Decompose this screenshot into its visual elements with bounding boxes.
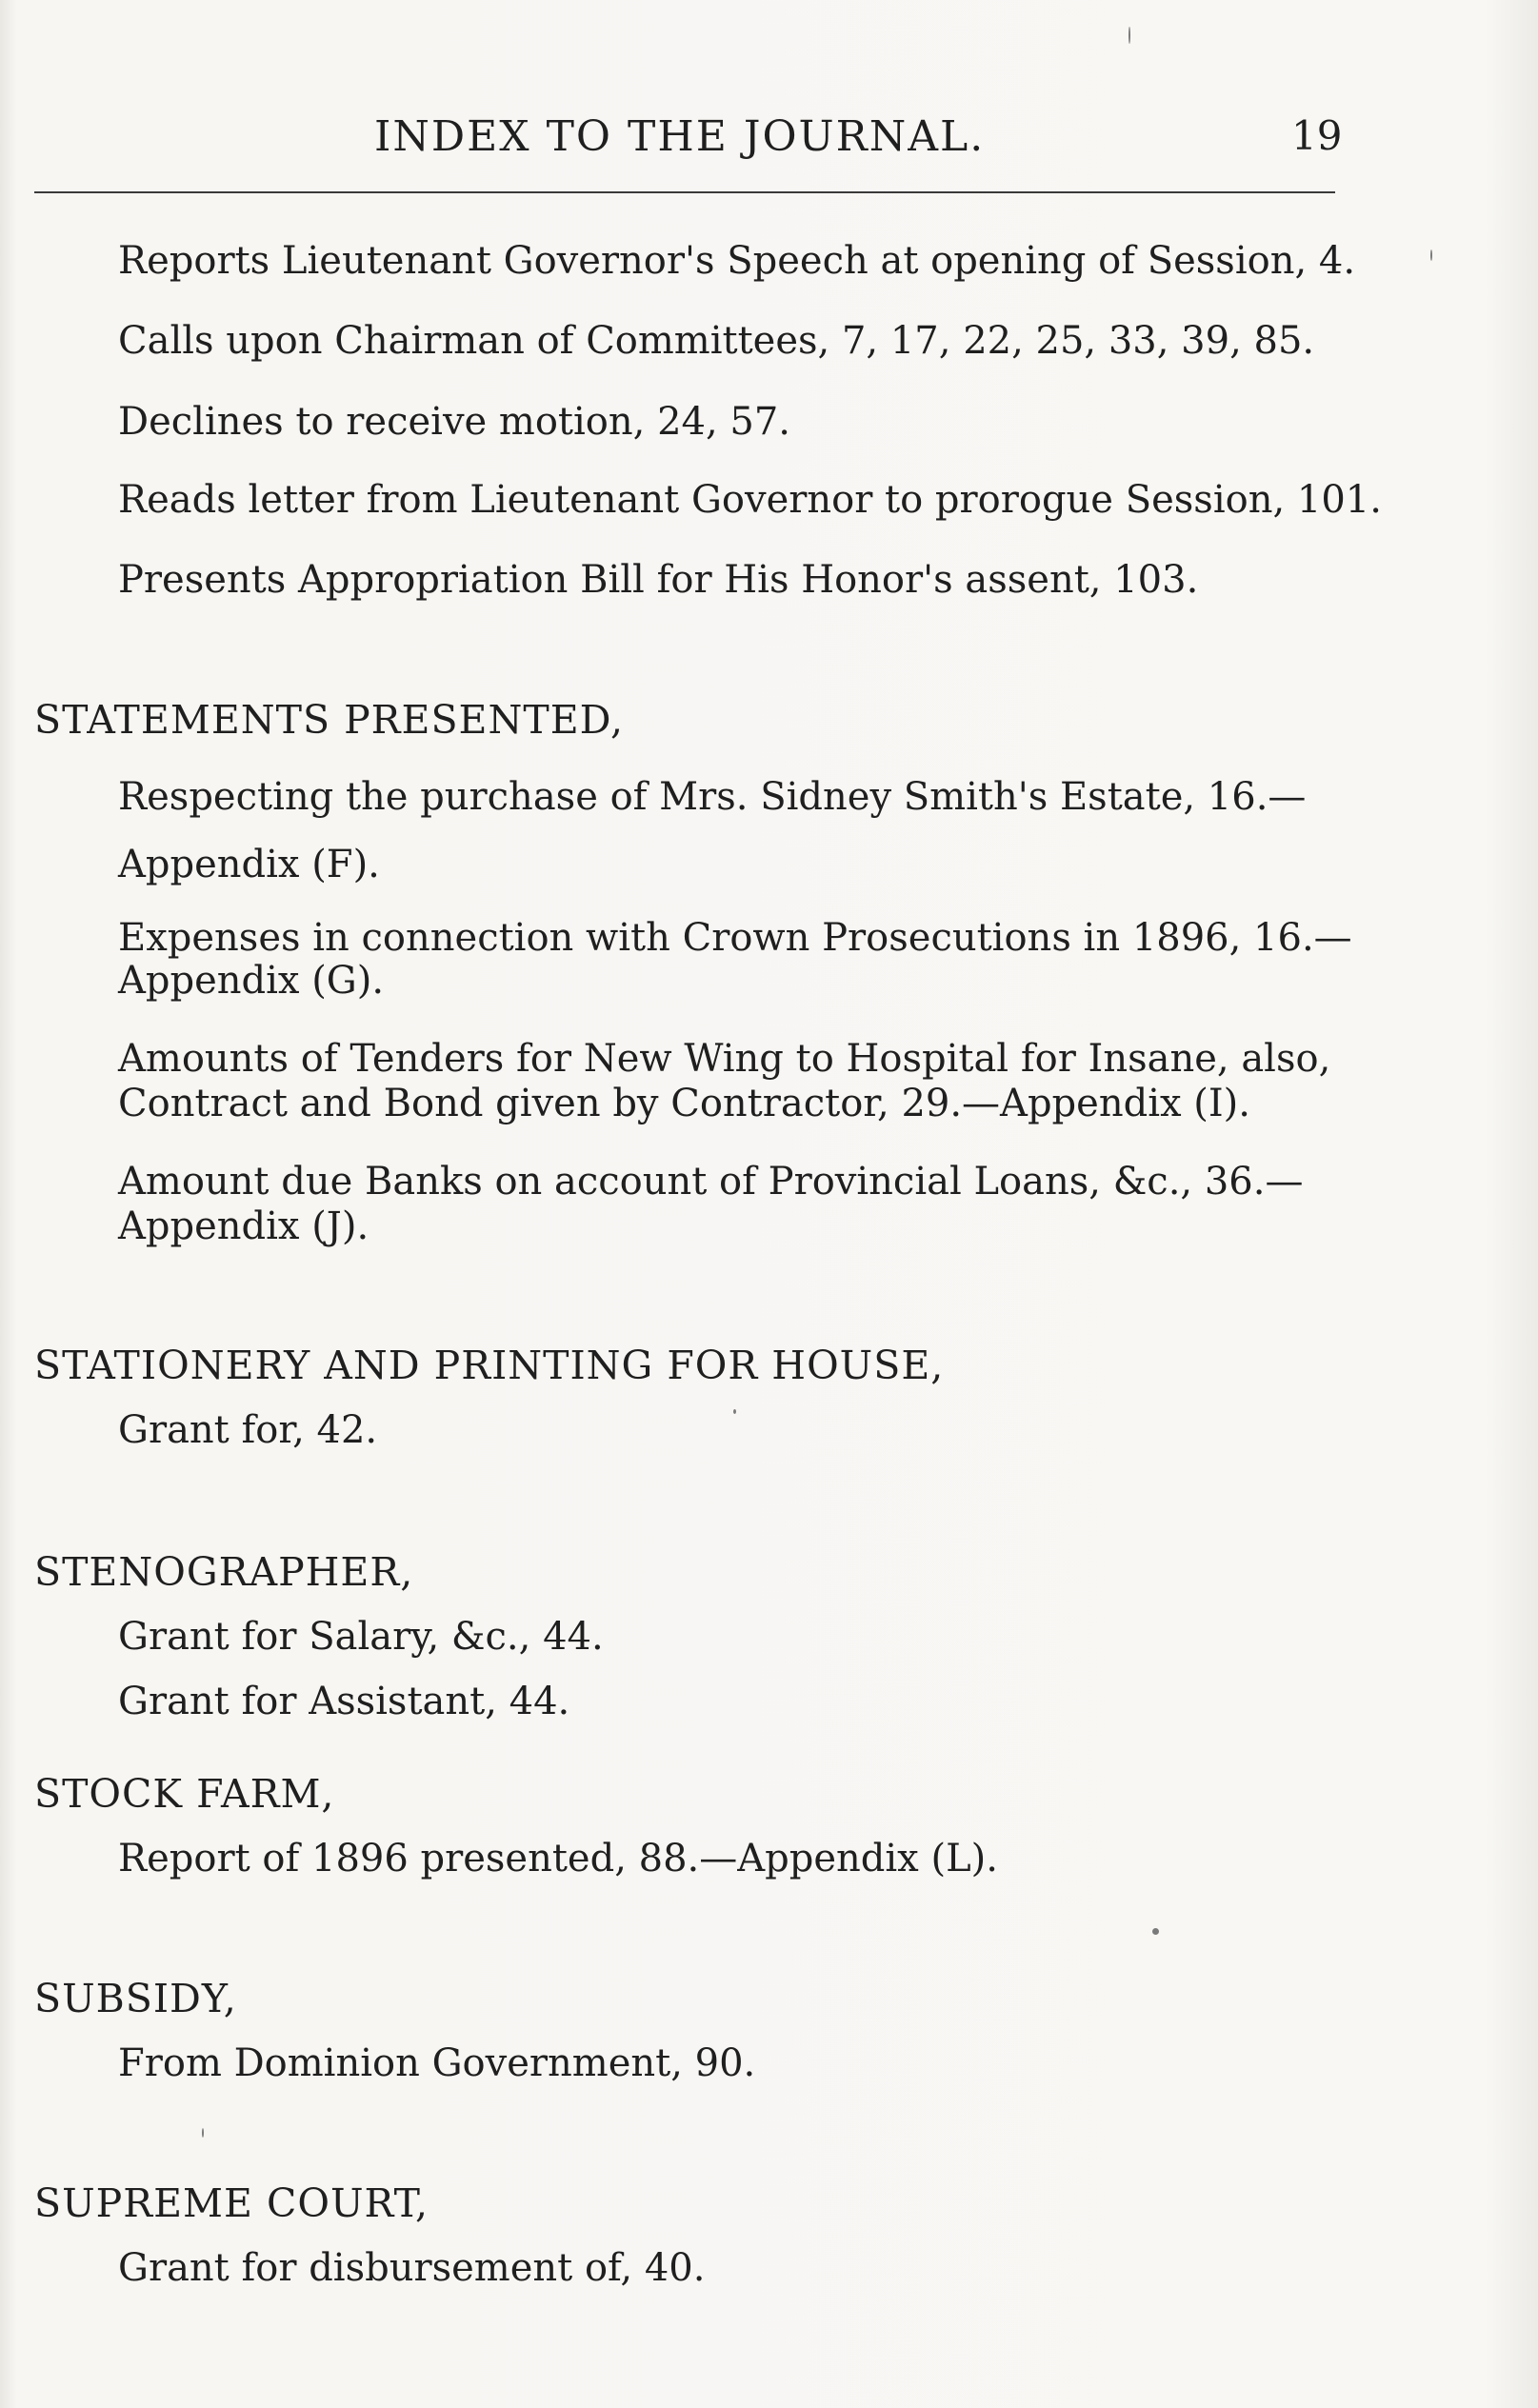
section-heading: STATIONERY AND PRINTING FOR HOUSE, (34, 1343, 945, 1388)
index-entry-continuation: Appendix (G). (118, 959, 385, 1003)
running-title: INDEX TO THE JOURNAL. (374, 112, 986, 161)
index-entry: Grant for Salary, &c., 44. (118, 1615, 604, 1659)
ink-speck (202, 2128, 204, 2138)
index-entry-continuation: Contract and Bond given by Contractor, 29.—Appendix (I). (118, 1082, 1250, 1125)
section-heading: SUPREME COURT, (34, 2180, 429, 2226)
index-entry: Report of 1896 presented, 88.—Appendix (L). (118, 1837, 998, 1881)
index-entry: Reads letter from Lieutenant Governor to prorogue Session, 101. (118, 478, 1382, 522)
index-entry: Grant for, 42. (118, 1408, 378, 1452)
section-heading: STOCK FARM, (34, 1771, 335, 1817)
index-entry: Respecting the purchase of Mrs. Sidney Smith's Estate, 16.— (118, 775, 1307, 819)
index-entry: From Dominion Government, 90. (118, 2041, 756, 2085)
index-entry-continuation: Appendix (J). (118, 1204, 370, 1248)
index-entry: Reports Lieutenant Governor's Speech at opening of Session, 4. (118, 239, 1356, 283)
index-entry: Grant for Assistant, 44. (118, 1680, 570, 1723)
index-entry: Declines to receive motion, 24, 57. (118, 400, 791, 444)
index-entry: Amounts of Tenders for New Wing to Hospital for Insane, also, (118, 1037, 1331, 1081)
page-header (0, 112, 1538, 169)
section-heading: SUBSIDY, (34, 1976, 237, 2021)
ink-speck (1152, 1928, 1159, 1935)
index-entry: Grant for disbursement of, 40. (118, 2246, 706, 2290)
ink-speck (1129, 27, 1130, 44)
index-entry: Calls upon Chairman of Committees, 7, 17, 22, 25, 33, 39, 85. (118, 319, 1315, 363)
page-number: 19 (1291, 112, 1343, 159)
index-entry: Expenses in connection with Crown Prosecutions in 1896, 16.— (118, 916, 1352, 960)
index-entry: Presents Appropriation Bill for His Honor's assent, 103. (118, 558, 1199, 602)
ink-speck (733, 1409, 736, 1414)
section-heading: STENOGRAPHER, (34, 1549, 414, 1595)
index-entry: Amount due Banks on account of Provincial Loans, &c., 36.— (118, 1160, 1304, 1204)
index-entry-continuation: Appendix (F). (118, 843, 380, 886)
ink-speck (1430, 249, 1432, 261)
section-heading: STATEMENTS PRESENTED, (34, 697, 625, 743)
header-rule (34, 191, 1335, 193)
